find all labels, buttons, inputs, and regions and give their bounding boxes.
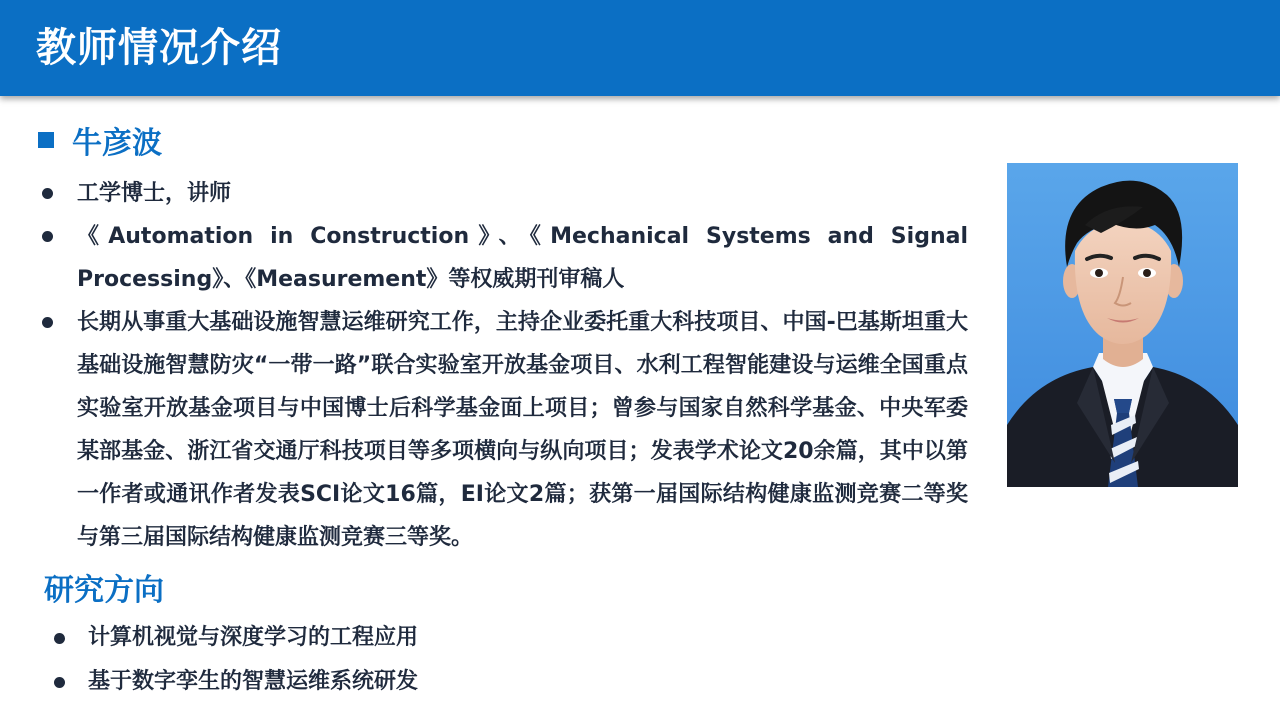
page-title: 教师情况介绍 bbox=[36, 25, 282, 71]
bio-item bbox=[42, 301, 968, 559]
research-item-text: 计算机视觉与深度学习的工程应用 bbox=[88, 625, 419, 650]
teacher-name-row bbox=[38, 120, 162, 160]
teacher-name: 牛彦波 bbox=[72, 126, 162, 161]
research-heading: 研究方向 bbox=[44, 573, 164, 608]
bio-item-text: 《Automation in Construction》、《Mechanical Systems and Signal Processing》、《Measurement》等权威期刊审稿人 bbox=[77, 224, 968, 292]
research-item bbox=[54, 616, 754, 660]
research-item bbox=[54, 660, 754, 704]
bullet-dot-icon bbox=[42, 317, 53, 328]
bullet-dot-icon bbox=[42, 188, 53, 199]
bullet-dot-icon bbox=[54, 677, 65, 688]
research-list bbox=[54, 616, 754, 704]
teacher-portrait-photo bbox=[1007, 163, 1238, 487]
title-bar bbox=[0, 0, 1280, 96]
bio-list bbox=[42, 172, 968, 559]
bio-item-text: 工学博士，讲师 bbox=[77, 181, 232, 206]
bio-item-text: 长期从事重大基础设施智慧运维研究工作，主持企业委托重大科技项目、中国-巴基斯坦重大基础设施智慧防灾“一带一路”联合实验室开放基金项目、水利工程智能建设与运维全国重点实验室开放基金项目与中国博士后科学基金面上项目；曾参与国家自然科学基金、中央军委某部基金、浙江省交通厅科技项目等多项横向与纵向项目；发表学术论文20余篇，其中以第一作者或通讯作者发表SCI论文16篇，EI论文2篇；获第一届国际结构健康监测竞赛二等奖与第三届国际结构健康监测竞赛三等奖。 bbox=[77, 310, 968, 550]
bullet-dot-icon bbox=[42, 231, 53, 242]
bullet-dot-icon bbox=[54, 633, 65, 644]
portrait-illustration bbox=[1007, 163, 1238, 487]
bio-item bbox=[42, 215, 968, 301]
bio-item bbox=[42, 172, 968, 215]
square-bullet-icon bbox=[38, 132, 54, 148]
research-item-text: 基于数字孪生的智慧运维系统研发 bbox=[88, 669, 419, 694]
